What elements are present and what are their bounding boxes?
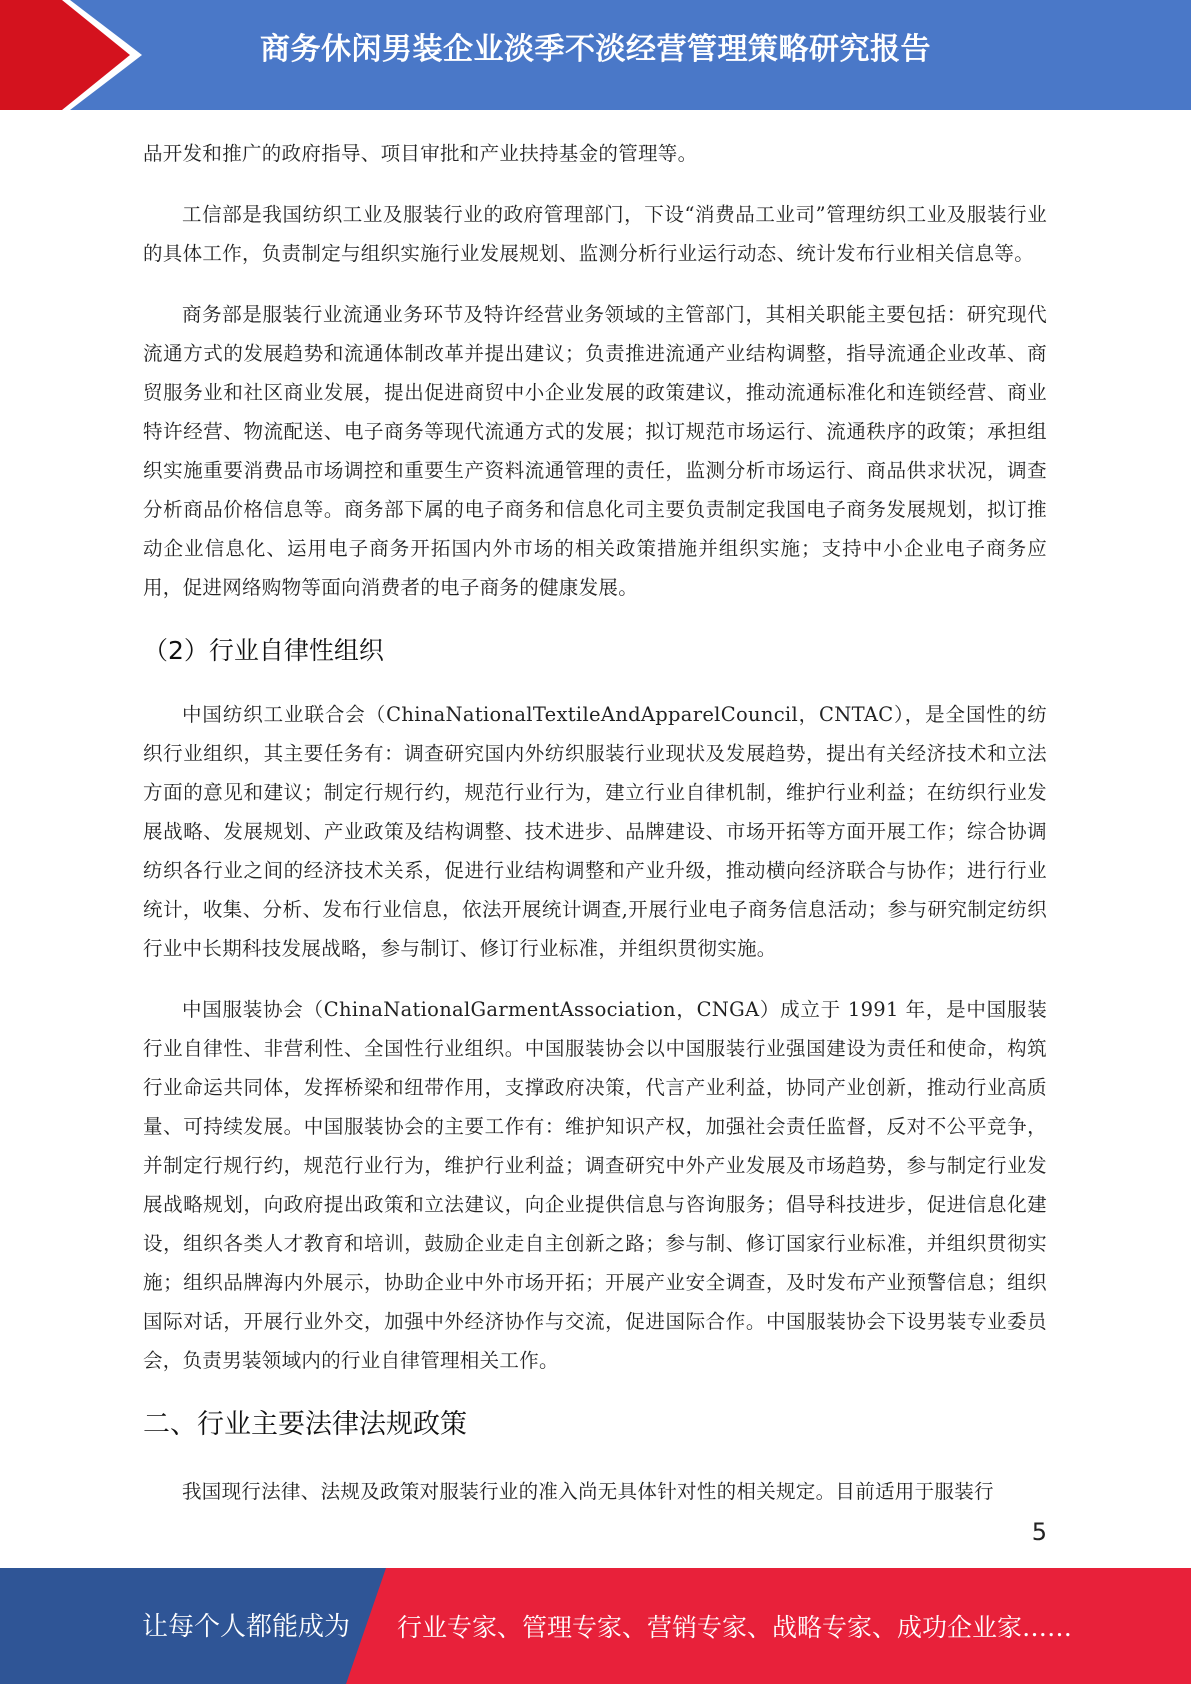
footer-slogan-right: 行业专家、管理专家、营销专家、战略专家、成功企业家…… (397, 1613, 1073, 1642)
report-title: 商务休闲男装企业淡季不淡经营管理策略研究报告 (260, 32, 931, 67)
page-footer (0, 1568, 1191, 1684)
paragraph-law: 我国现行法律、法规及政策对服装行业的准入尚无具体针对性的相关规定。目前适用于服装行 (182, 1480, 994, 1503)
paragraph-mofcom: 商务部是服装行业流通业务环节及特许经营业务领域的主管部门，其相关职能主要包括：研究现代流通方式的发展趋势和流通体制改革并提出建议；负责推进流通产业结构调整，指导流通企业改革、商贸服务业和社区商业发展，提出促进商贸中小企业发展的政策建议，推动流通标准化和连锁经营、商业特许经营、物流配送、电子商务等现代流通方式的发展；拟订规范市场运行、流通秩序的政策；承担组织实施重要消费品市场调控和重要生产资料流通管理的责任，监测分析市场运行、商品供求状况，调查分析商品价格信息等。商务部下属的电子商务和信息化司主要负责制定我国电子商务发展规划，拟订推动企业信息化、运用电子商务开拓国内外市场的相关政策措施并组织实施；支持中小企业电子商务应用，促进网络购物等面向消费者的电子商务的健康发展。 (143, 303, 1047, 599)
paragraph-cnga: 中国服装协会（ChinaNationalGarmentAssociation，CNGA）成立于 1991 年，是中国服装行业自律性、非营利性、全国性行业组织。中国服装协会以中国服装行业强国建设为责任和使命，构筑行业命运共同体，发挥桥梁和纽带作用，支撑政府决策，代言产业利益，协同产业创新，推动行业高质量、可持续发展。中国服装协会的主要工作有：维护知识产权，加强社会责任监督，反对不公平竞争，并制定行规行约，规范行业行为，维护行业利益；调查研究中外产业发展及市场趋势，参与制定行业发展战略规划，向政府提出政策和立法建议，向企业提供信息与咨询服务；倡导科技进步，促进信息化建设，组织各类人才教育和培训，鼓励企业走自主创新之路；参与制、修订国家行业标准，并组织贯彻实施；组织品牌海内外展示，协助企业中外市场开拓；开展产业安全调查，及时发布产业预警信息；组织国际对话，开展行业外交，加强中外经济协作与交流，促进国际合作。中国服装协会下设男装专业委员会，负责男装领域内的行业自律管理相关工作。 (143, 998, 1047, 1372)
paragraph-miit: 工信部是我国纺织工业及服装行业的政府管理部门，下设“消费品工业司”管理纺织工业及服装行业的具体工作，负责制定与组织实施行业发展规划、监测分析行业运行动态、统计发布行业相关信息等。 (143, 203, 1047, 265)
footer-slogan-left: 让每个人都能成为 (142, 1612, 351, 1642)
subheading-self-regulatory-orgs: （2）行业自律性组织 (143, 636, 384, 665)
section-heading-laws: 二、行业主要法律法规政策 (143, 1409, 467, 1440)
red-arrow-decoration (0, 0, 160, 110)
paragraph-continued: 品开发和推广的政府指导、项目审批和产业扶持基金的管理等。 (143, 142, 698, 165)
page-number: 5 (1031, 1518, 1047, 1546)
page-header (0, 0, 1191, 110)
paragraph-cntac: 中国纺织工业联合会（ChinaNationalTextileAndApparelCouncil，CNTAC），是全国性的纺织行业组织，其主要任务有：调查研究国内外纺织服装行业现状及发展趋势，提出有关经济技术和立法方面的意见和建议；制定行规行约，规范行业行为，建立行业自律机制，维护行业利益；在纺织行业发展战略、发展规划、产业政策及结构调整、技术进步、品牌建设、市场开拓等方面开展工作；综合协调纺织各行业之间的经济技术关系，促进行业结构调整和产业升级，推动横向经济联合与协作；进行行业统计，收集、分析、发布行业信息，依法开展统计调查,开展行业电子商务信息活动；参与研究制定纺织行业中长期科技发展战略，参与制订、修订行业标准，并组织贯彻实施。 (143, 703, 1047, 960)
document-body (143, 134, 1047, 1533)
